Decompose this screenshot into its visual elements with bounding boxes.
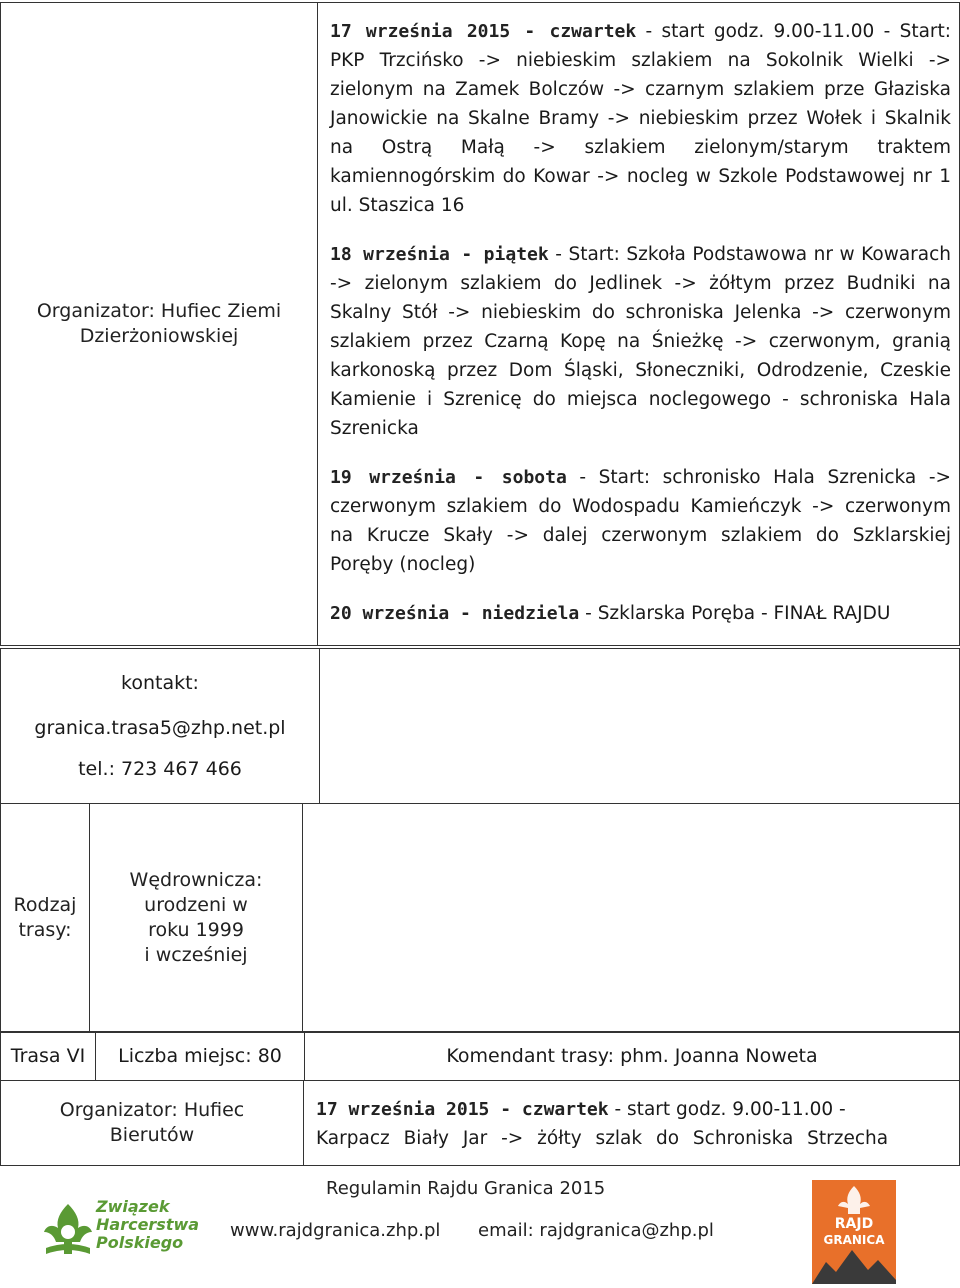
- footer-website[interactable]: www.rajdgranica.zhp.pl: [230, 1220, 441, 1241]
- route-type-value-cell: [90, 804, 303, 1033]
- route-6-day-1: [316, 1095, 951, 1124]
- route-6-day-1-start: - start godz. 9.00-11.00 -: [608, 1099, 846, 1120]
- zhp-logo-text: Związek Harcerstwa Polskiego: [96, 1197, 200, 1252]
- route-table-6-header: [0, 1031, 960, 1081]
- route-type-table: [0, 803, 960, 1033]
- schedule-cell: [318, 3, 960, 646]
- route-type-value-2: urodzeni w roku 1999: [144, 894, 248, 941]
- day-3: 19 września - sobota - Start: schronisko Hala Szrenicka -> czerwonym szlakiem do Wodospadu Kamieńczyk -> czerwonym na Krucze Skały -> dalej czerwonym szlakiem do Szklarskiej Poręby (nocleg): [330, 467, 952, 575]
- day-2: 18 września - piątek - Start: Szkoła Podstawowa nr w Kowarach -> zielonym szlakiem do Jedlinek -> żółtym przez Budniki na Skalny Stół -> niebieskim do schroniska Jelenka -> czerwonym szlakiem przez Czarną Kopę na Śnieżkę -> czerwonym, granią karkonoską przez Dom Śląski, Słoneczniki, Odrodzenie, Czeskie Kamienie i Szrenicę do miejsca noclegowego - schroniska Hala Szrenicka: [330, 244, 951, 439]
- contact-label: kontakt:: [121, 671, 199, 694]
- organizer-cell: [1, 3, 318, 646]
- route-6-organizer-cell: [1, 1081, 304, 1166]
- rajd-granica-logo: [812, 1180, 896, 1284]
- route-6-seats-cell: [96, 1032, 305, 1081]
- day-2-text: Start: Szkoła Podstawowa nr w Kowarach -> zielonym szlakiem do Jedlinek -> żółtym przez Budniki na Skalny Stół -> niebieskim do schroniska Jelenka -> czerwonym szlakiem przez Czarną Kopę na Śnieżkę -> czerwonym, granią karkonoską przez Dom Śląski, Słoneczniki, Odrodzenie, Czeskie Kamienie i Szrenicę do miejsca noclegowego - schroniska Hala Szrenicka: [330, 244, 951, 439]
- route-6-name-cell: [1, 1032, 96, 1081]
- day-4-text: Szklarska Poręba - FINAŁ RAJDU: [597, 603, 891, 624]
- mountain-icon: [812, 1244, 896, 1284]
- route-table-6-body: [0, 1080, 960, 1166]
- day-4: 20 września - niedziela - Szklarska Poręba - FINAŁ RAJDU: [330, 603, 891, 624]
- day-1-header: 17 września 2015 - czwartek: [330, 21, 637, 42]
- route-type-label-cell: [1, 804, 90, 1033]
- route-6-seats: Liczba miejsc: 80: [118, 1045, 282, 1067]
- day-3-text: Start: schronisko Hala Szrenicka -> czerwonym szlakiem do Wodospadu Kamieńczyk -> czerwonym na Krucze Skały -> dalej czerwonym szlakiem do Szklarskiej Poręby (nocleg): [330, 467, 952, 575]
- route-6-day-1-text: Karpacz Biały Jar -> żółty szlak do Schroniska Strzecha: [316, 1128, 889, 1149]
- route-6-schedule-cell: [304, 1081, 960, 1166]
- footer-title: Regulamin Rajdu Granica 2015: [326, 1178, 606, 1199]
- day-1: 17 września 2015 - czwartek - start godz. 9.00-11.00 - Start: PKP Trzcińsko -> niebieskim szlakiem na Sokolnik Wielki -> zielonym na Zamek Bolczów -> czarnym szlakiem prze Głaziska Janowickie na Skalne Bramy -> niebieskim przez Wołek i Skalnik na Ostrą Małą -> szlakiem zielonym/starym traktem kamiennogórskim do Kowar -> nocleg w Szkole Podstawowej nr 1 ul. Staszica 16: [330, 21, 951, 216]
- route-type-label: Rodzaj trasy:: [13, 894, 77, 941]
- rajd-lily-icon: [812, 1180, 896, 1220]
- contact-cell: [1, 649, 320, 804]
- page-footer: [0, 1170, 960, 1288]
- day-4-header: 20 września - niedziela: [330, 603, 580, 624]
- zhp-logo: [42, 1198, 202, 1268]
- route-6-organizer: Organizator: Hufiec Bierutów: [59, 1099, 245, 1146]
- day-3-header: 19 września - sobota: [330, 467, 567, 488]
- zhp-lily-icon: [42, 1202, 94, 1260]
- rajd-logo-text: RAJD GRANICA: [823, 1216, 885, 1247]
- day-1-text: start godz. 9.00-11.00 - Start: PKP Trzcińsko -> niebieskim szlakiem na Sokolnik Wielki -> zielonym na Zamek Bolczów -> czarnym szlakiem prze Głaziska Janowickie na Skalne Bramy -> niebieskim przez Wołek i Skalnik na Ostrą Małą -> szlakiem zielonym/starym traktem kamiennogórskim do Kowar -> nocleg w Szkole Podstawowej nr 1 ul. Staszica 16: [330, 21, 951, 216]
- route-type-value-1: Wędrownicza:: [129, 869, 263, 891]
- contact-phone: tel.: 723 467 466: [78, 757, 242, 780]
- route-6-day-1-header: 17 września 2015 - czwartek: [316, 1099, 609, 1120]
- day-2-header: 18 września - piątek: [330, 244, 549, 265]
- organizer-text: Organizator: Hufiec Ziemi Dzierżoniowskiej: [36, 300, 282, 347]
- route-6-name: Trasa VI: [10, 1045, 86, 1067]
- route-6-commander-cell: [305, 1032, 960, 1081]
- contact-table: [0, 648, 960, 804]
- footer-email[interactable]: email: rajdgranica@zhp.pl: [478, 1220, 714, 1241]
- route-table-5: [0, 2, 960, 646]
- route-type-empty-cell: [303, 804, 960, 1033]
- contact-email: granica.trasa5@zhp.net.pl: [34, 716, 286, 739]
- contact-empty-cell: [320, 649, 960, 804]
- route-type-value-3: i wcześniej: [144, 944, 248, 966]
- route-6-commander: Komendant trasy: phm. Joanna Noweta: [446, 1045, 818, 1067]
